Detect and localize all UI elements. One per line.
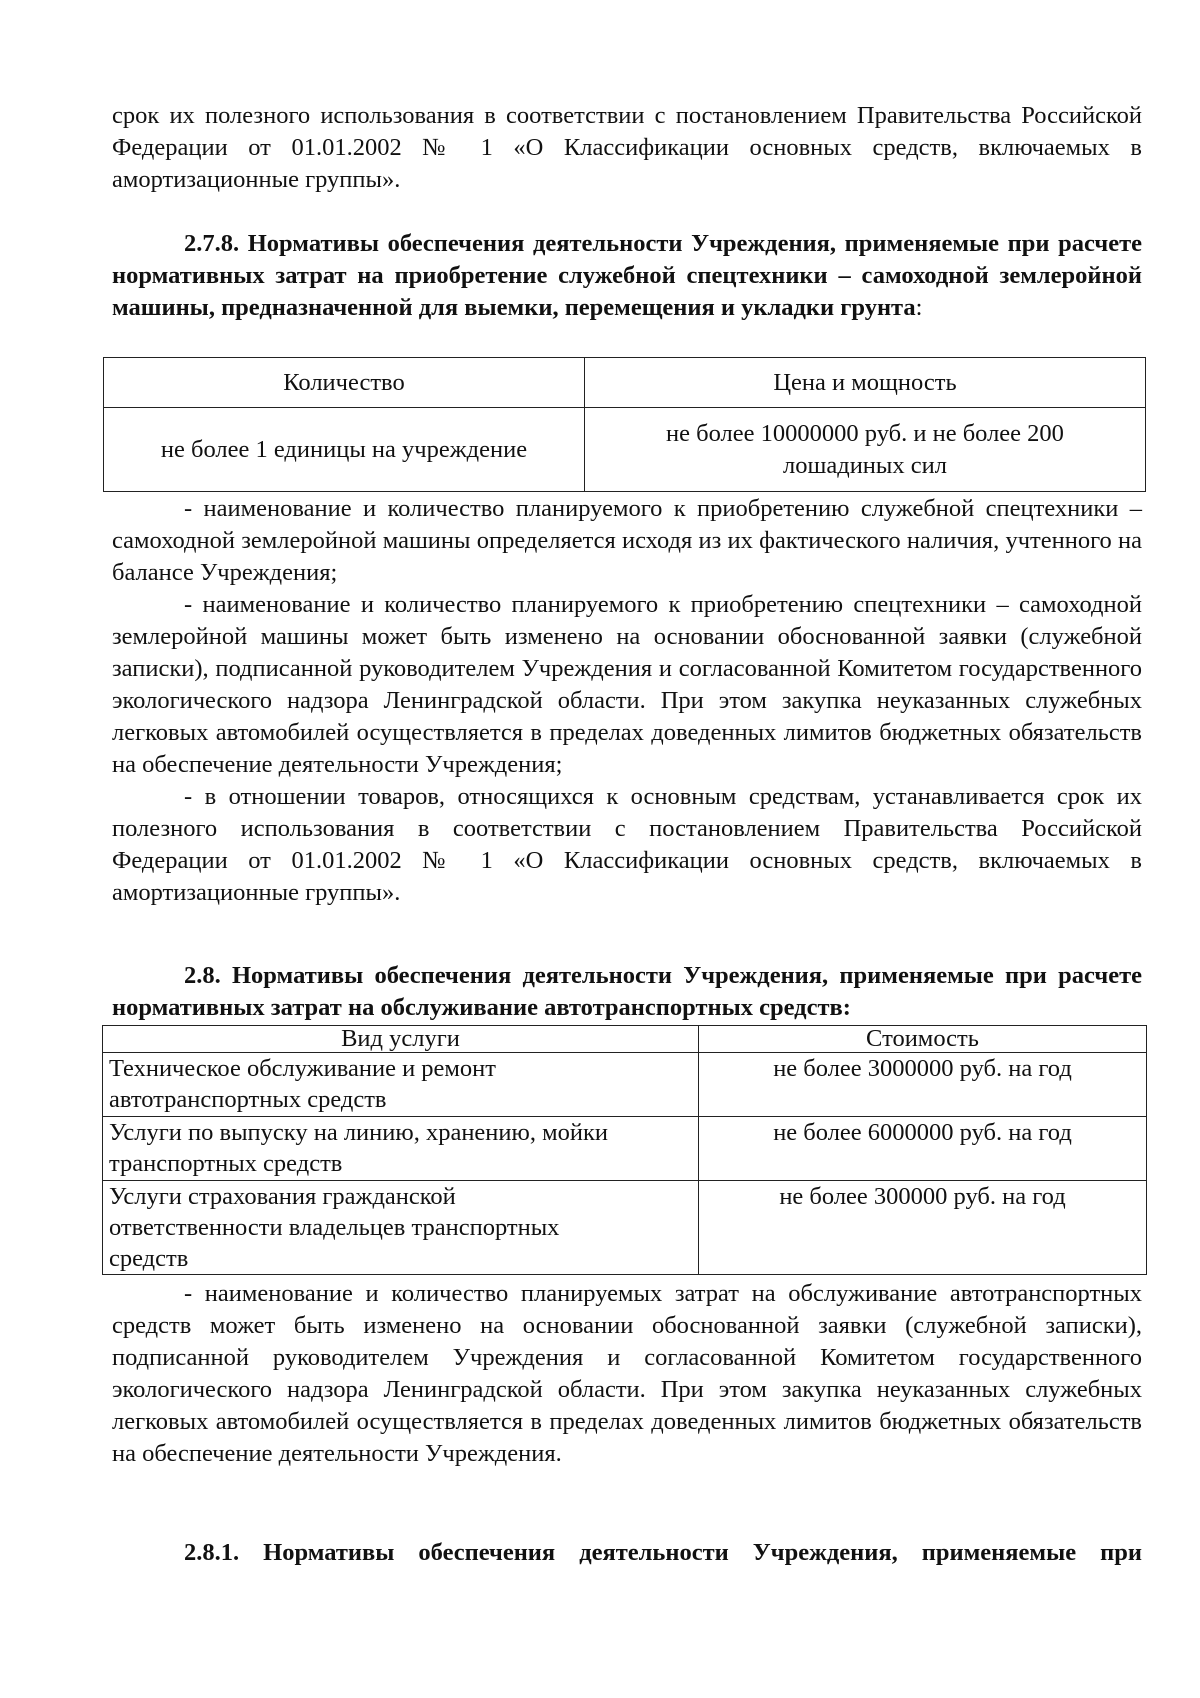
section-2-8-heading-block (112, 960, 1142, 1024)
table-row (103, 1053, 1147, 1117)
note-paragraph: - наименование и количество планируемого к приобретению служебной спецтехники – самоходной землеройной машины определяется исходя из их фактического наличия, учтенного на балансе Учреждения; (112, 495, 1142, 586)
header-quantity: Количество (104, 358, 585, 408)
cell-service-type: Услуги по выпуску на линию, хранению, мойки транспортных средств (103, 1117, 699, 1181)
intro-paragraph: срок их полезного использования в соответствии с постановлением Правительства Российской Федерации от 01.01.2002 № 1 «О Классификации основных средств, включаемых в амортизационные группы». (112, 102, 1142, 193)
cell-service-type: Техническое обслуживание и ремонт автотранспортных средств (103, 1053, 699, 1117)
table-header-row (103, 1026, 1147, 1053)
note-paragraph: - наименование и количество планируемого к приобретению спецтехники – самоходной землеройной машины может быть изменено на основании обоснованной заявки (служебной записки), подписанной руководителем Учреждения и согласованной Комитетом государственного экологического надзора Ленинградской области. При этом закупка неуказанных служебных легковых автомобилей осуществляется в пределах доведенных лимитов бюджетных обязательств на обеспечение деятельности Учреждения; (112, 591, 1142, 778)
section-2-7-8-notes (112, 493, 1142, 909)
cell-price-power: не более 10000000 руб. и не более 200 лошадиных сил (585, 408, 1146, 492)
header-service-type: Вид услуги (103, 1026, 699, 1053)
table-row (103, 1181, 1147, 1275)
table-row (104, 408, 1146, 492)
header-price-power: Цена и мощность (585, 358, 1146, 408)
section-2-7-8-heading-colon: : (915, 294, 923, 321)
cell-cost: не более 6000000 руб. на год (699, 1117, 1147, 1181)
table-header-row (104, 358, 1146, 408)
section-2-8-heading: 2.8. Нормативы обеспечения деятельности Учреждения, применяемые при расчете нормативных затрат на обслуживание автотранспортных средств: (112, 962, 1142, 1021)
note-paragraph: - в отношении товаров, относящихся к основным средствам, устанавливается срок их полезного использования в соответствии с постановлением Правительства Российской Федерации от 01.01.2002 № 1 «О Классификации основных средств, включаемых в амортизационные группы». (112, 783, 1142, 906)
section-2-8-notes (112, 1278, 1142, 1470)
section-2-7-8-heading-block (112, 228, 1142, 324)
header-cost: Стоимость (699, 1026, 1147, 1053)
section-2-8-1-heading: 2.8.1. Нормативы обеспечения деятельности Учреждения, применяемые при (184, 1539, 1142, 1566)
section-2-7-8-heading-text: 2.7.8. Нормативы обеспечения деятельности Учреждения, применяемые при расчете нормативных затрат на приобретение служебной спецтехники – самоходной землеройной машины, предназначенной для выемки, перемещения и укладки грунта (112, 230, 1142, 321)
cell-quantity: не более 1 единицы на учреждение (104, 408, 585, 492)
section-2-8-1-heading-block (112, 1537, 1142, 1569)
equipment-norms-table (103, 357, 1146, 492)
cell-service-type: Услуги страхования гражданской ответственности владельцев транспортных средств (103, 1181, 699, 1275)
cell-cost: не более 300000 руб. на год (699, 1181, 1147, 1275)
table-row (103, 1117, 1147, 1181)
note-paragraph: - наименование и количество планируемых затрат на обслуживание автотранспортных средств может быть изменено на основании обоснованной заявки (служебной записки), подписанной руководителем Учреждения и согласованной Комитетом государственного экологического надзора Ленинградской области. При этом закупка неуказанных служебных легковых автомобилей осуществляется в пределах доведенных лимитов бюджетных обязательств на обеспечение деятельности Учреждения. (112, 1280, 1142, 1467)
vehicle-service-table (102, 1025, 1147, 1275)
section-2-7-8-heading (112, 228, 1142, 324)
intro-paragraph-block (112, 100, 1142, 196)
cell-cost: не более 3000000 руб. на год (699, 1053, 1147, 1117)
